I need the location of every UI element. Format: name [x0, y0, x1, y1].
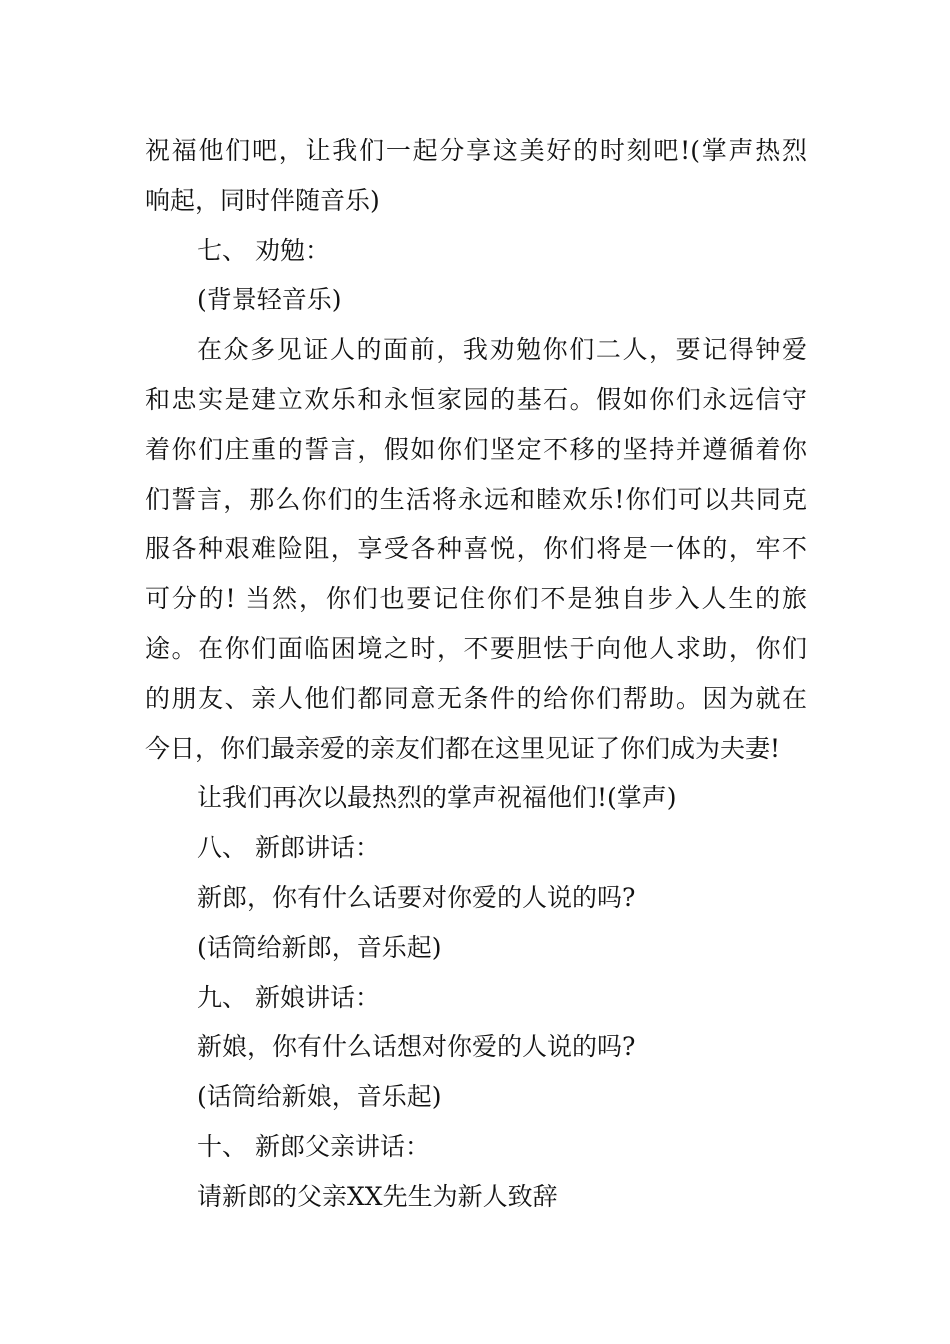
text-line: 们誓言，那么你们的生活将永远和睦欢乐!你们可以共同克: [145, 484, 807, 514]
text-line: 新娘，你有什么话想对你爱的人说的吗?: [197, 1032, 636, 1062]
text-line: 服各种艰难险阻，享受各种喜悦，你们将是一体的，牢不: [145, 534, 807, 564]
text-line: 十、 新郎父亲讲话：: [197, 1131, 430, 1161]
text-line: 在众多见证人的面前，我劝勉你们二人，要记得钟爱: [197, 335, 807, 365]
text-line: 让我们再次以最热烈的掌声祝福他们!(掌声): [197, 783, 677, 813]
text-line: 和忠实是建立欢乐和永恒家园的基石。假如你们永远信守: [145, 384, 807, 414]
text-line: 的朋友、亲人他们都同意无条件的给你们帮助。因为就在: [145, 683, 807, 713]
text-line: 九、 新娘讲话：: [197, 982, 380, 1012]
text-line: (背景轻音乐): [197, 285, 342, 315]
text-line: 今日，你们最亲爱的亲友们都在这里见证了你们成为夫妻!: [145, 733, 781, 763]
text-line: (话筒给新娘，音乐起): [197, 1082, 442, 1112]
text-line: (话筒给新郎，音乐起): [197, 932, 442, 962]
text-line: 新郎，你有什么话要对你爱的人说的吗?: [197, 882, 636, 912]
document-body: [145, 126, 807, 1222]
text-line: 着你们庄重的誓言，假如你们坚定不移的坚持并遵循着你: [145, 434, 807, 464]
document-page: [145, 126, 807, 1222]
text-line: 途。在你们面临困境之时，不要胆怯于向他人求助，你们: [145, 633, 807, 663]
text-line: 请新郎的父亲XX先生为新人致辞: [197, 1181, 558, 1211]
text-line: 八、 新郎讲话：: [197, 833, 380, 863]
text-line: 七、 劝勉：: [197, 235, 330, 265]
text-line: 响起，同时伴随音乐): [145, 185, 380, 215]
text-line: 祝福他们吧，让我们一起分享这美好的时刻吧!(掌声热烈: [145, 136, 807, 165]
text-line: 可分的! 当然，你们也要记住你们不是独自步入人生的旅: [145, 584, 807, 614]
